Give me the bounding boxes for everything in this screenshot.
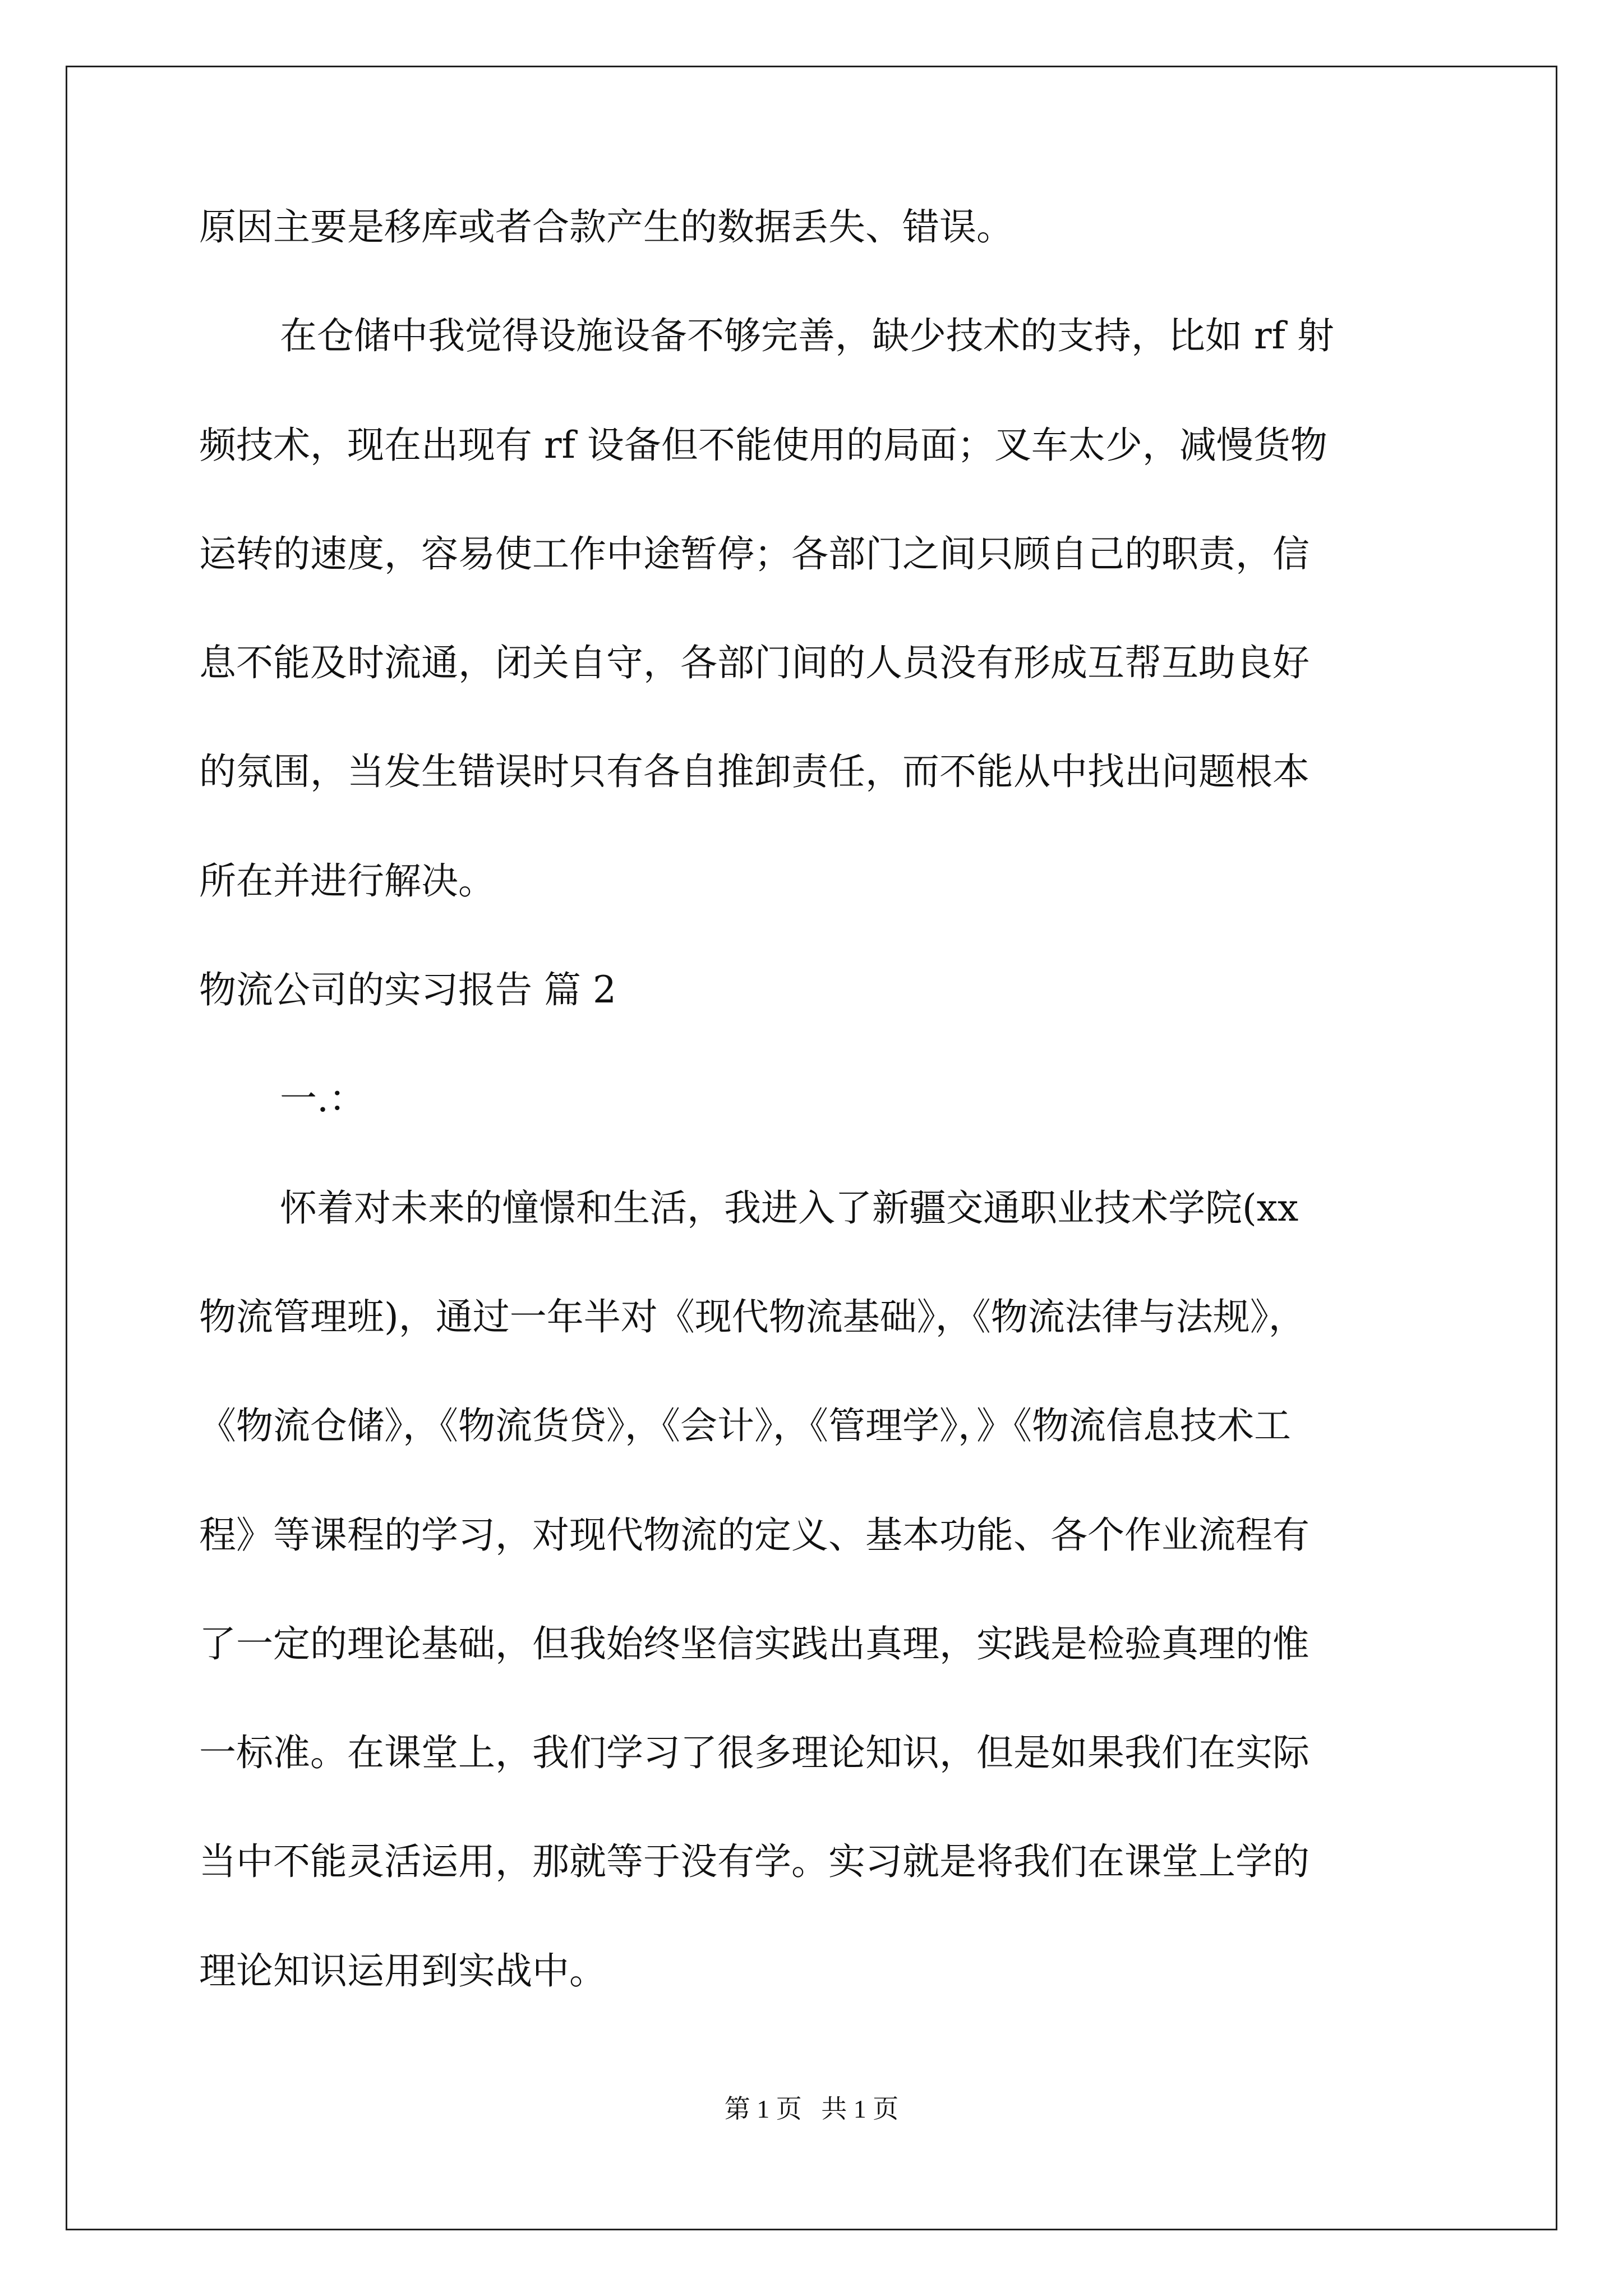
paragraph-line: 当中不能灵活运用，那就等于没有学。实习就是将我们在课堂上学的: [199, 1840, 1310, 1884]
section-number: 一.：: [280, 1077, 366, 1121]
paragraph-line: 《物流仓储》，《物流货贷》，《会计》，《管理学》，》《物流信息技术工: [199, 1404, 1291, 1448]
paragraph-line: 原因主要是移库或者合款产生的数据丢失、错误。: [199, 205, 1013, 249]
paragraph-line: 息不能及时流通，闭关自守，各部门间的人员没有形成互帮互助良好: [199, 641, 1310, 685]
paragraph-line: 理论知识运用到实战中。: [199, 1949, 606, 1993]
document-body: [199, 205, 1430, 2060]
paragraph-line: 了一定的理论基础，但我始终坚信实践出真理，实践是检验真理的惟: [199, 1622, 1310, 1665]
paragraph-line: 在仓储中我觉得设施设备不够完善，缺少技术的支持，比如 rf 射: [280, 314, 1334, 358]
paragraph-line: 一标准。在课堂上，我们学习了很多理论知识，但是如果我们在实际: [199, 1731, 1310, 1775]
page-footer: 第 1 页 共 1 页: [724, 2095, 899, 2123]
paragraph-line: 所在并进行解决。: [199, 859, 495, 903]
paragraph-line: 运转的速度，容易使工作中途暂停；各部门之间只顾自己的职责，信: [199, 532, 1310, 576]
paragraph-line: 程》等课程的学习，对现代物流的定义、基本功能、各个作业流程有: [199, 1513, 1310, 1557]
paragraph-line: 怀着对未来的憧憬和生活，我进入了新疆交通职业技术学院(xx: [280, 1186, 1299, 1230]
paragraph-line: 频技术，现在出现有 rf 设备但不能使用的局面；叉车太少，减慢货物: [199, 423, 1327, 467]
section-heading: 物流公司的实习报告 篇 2: [199, 968, 616, 1012]
paragraph-line: 的氛围，当发生错误时只有各自推卸责任，而不能从中找出问题根本: [199, 750, 1310, 794]
paragraph-line: 物流管理班)，通过一年半对《现代物流基础》，《物流法律与法规》，: [199, 1295, 1306, 1338]
